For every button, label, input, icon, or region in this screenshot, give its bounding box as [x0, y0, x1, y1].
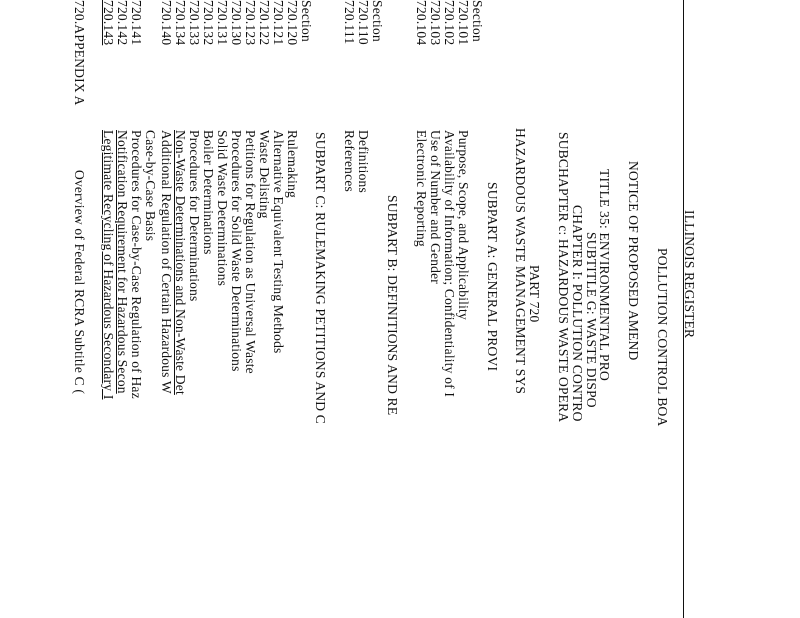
section-number: 720.140 — [159, 0, 174, 46]
section-title: Non-Waste Determinations and Non-Waste Det — [173, 130, 188, 395]
section-title: Procedures for Case-by-Case Regulation of Haz — [129, 130, 144, 399]
section-title: Waste Delisting — [257, 130, 272, 219]
subchapter-heading: SUBCHAPTER c: HAZARDOUS WASTE OPERA — [556, 132, 571, 423]
appendix-title: Overview of Federal RCRA Subtitle C ( — [72, 170, 87, 395]
section-number: 720.134 — [173, 0, 188, 46]
section-number: 720.122 — [257, 0, 272, 46]
section-title: Notification Requirement for Hazardous Secon — [115, 130, 130, 394]
section-number: 720.143 — [101, 0, 116, 46]
board-name: POLLUTION CONTROL BOA — [655, 248, 670, 427]
section-number: 720.123 — [243, 0, 258, 46]
section-title: Additional Regulation of Certain Hazardous W — [159, 130, 174, 394]
section-title: Use of Number and Gender — [428, 130, 443, 284]
section-number: 720.102 — [442, 0, 457, 46]
section-number: 720.103 — [428, 0, 443, 46]
part-heading: PART 720 — [527, 265, 542, 323]
section-number: 720.142 — [115, 0, 130, 46]
section-label: Section — [470, 0, 485, 42]
section-title: Boiler Determinations — [201, 130, 216, 255]
section-title: Procedures for Determinations — [187, 130, 202, 302]
register-title: ILLINOIS REGISTER — [682, 210, 697, 339]
section-title: Procedures for Solid Waste Determinations — [229, 130, 244, 372]
section-label: Section — [299, 0, 314, 42]
section-number: 720.130 — [229, 0, 244, 46]
chapter-heading: CHAPTER I: POLLUTION CONTRO — [570, 205, 585, 422]
section-title: Purpose, Scope, and Applicability — [456, 130, 471, 320]
section-number: 720.104 — [414, 0, 429, 46]
section-title: Solid Waste Determinations — [215, 130, 230, 287]
header-rule — [683, 0, 684, 618]
section-title: Electronic Reporting — [414, 130, 429, 247]
part-name-heading: HAZARDOUS WASTE MANAGEMENT SYS — [513, 128, 528, 395]
section-number: 720.121 — [271, 0, 286, 46]
section-number: 720.141 — [129, 0, 144, 46]
section-title: Definitions — [356, 130, 371, 193]
section-number: 720.101 — [456, 0, 471, 46]
section-number: 720.111 — [342, 0, 357, 45]
subtitle-heading: SUBTITLE G: WASTE DISPO — [584, 232, 599, 408]
section-title: Rulemaking — [285, 130, 300, 198]
section-number: 720.120 — [285, 0, 300, 46]
section-title: References — [342, 130, 357, 192]
section-number: 720.131 — [215, 0, 230, 46]
subpart-c-heading: SUBPART C: RULEMAKING PETITIONS AND C — [313, 132, 328, 425]
section-title: Petitions for Regulation as Universal Waste — [243, 130, 258, 374]
section-title: Alternative Equivalent Testing Methods — [271, 130, 286, 354]
subpart-b-heading: SUBPART B: DEFINITIONS AND RE — [385, 195, 400, 416]
section-title: Legitimate Recycling of Hazardous Secondary I — [101, 130, 116, 400]
subpart-a-heading: SUBPART A: GENERAL PROVI — [485, 182, 500, 372]
section-label: Section — [370, 0, 385, 42]
section-title: Case-by-Case Basis — [143, 130, 158, 242]
section-number: 720.133 — [187, 0, 202, 46]
section-title: Availability of Information; Confidentiality of I — [442, 130, 457, 398]
section-number: 720.132 — [201, 0, 216, 46]
title-heading: TITLE 35: ENVIRONMENTAL PRO — [597, 169, 612, 381]
section-number: 720.110 — [356, 0, 371, 45]
appendix-number: 720.APPENDIX A — [72, 0, 87, 106]
notice-title: NOTICE OF PROPOSED AMEND — [626, 161, 641, 361]
